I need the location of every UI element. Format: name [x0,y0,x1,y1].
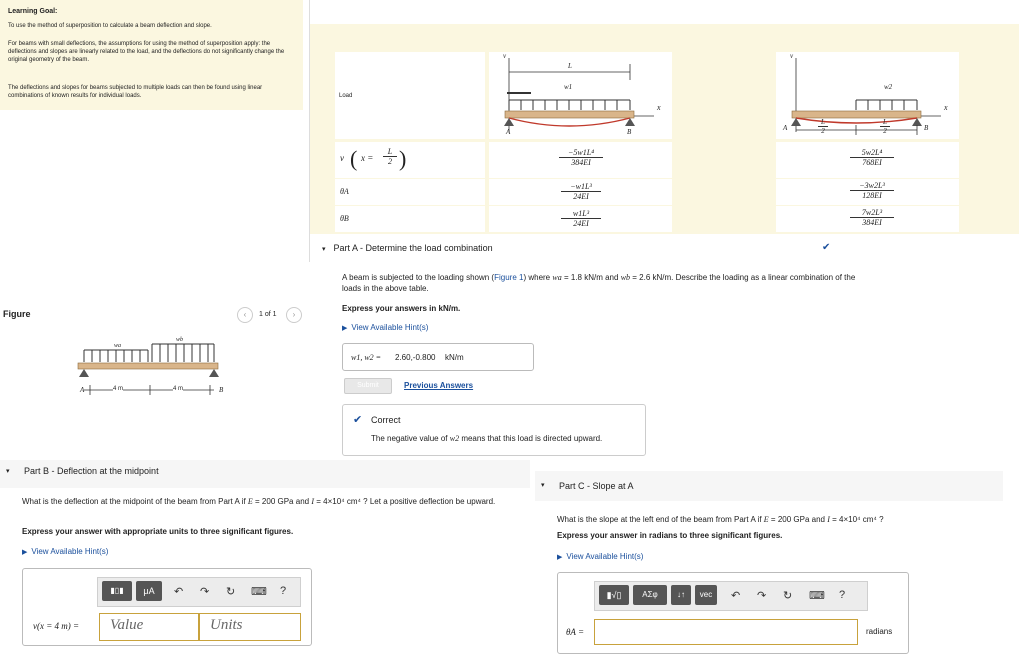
part-b-hints-link[interactable] [22,547,108,556]
part-c-expand-icon: ▶ [557,554,563,561]
undo-icon[interactable]: ↶ [731,590,741,602]
part-c-E-value: = 200 GPa [770,515,810,524]
sort-button[interactable]: ↓↑ [671,585,691,605]
col1-v-axis-label: v [503,52,507,60]
value-placeholder: Value [110,617,144,633]
collapse-icon: ▾ [322,246,326,253]
part-a-title: Part A - Determine the load combination [333,243,493,253]
part-b-expand-icon: ▶ [22,549,28,556]
figure-beam-diagram [70,334,230,400]
col2-tb-num: 7w2L³ [850,208,894,218]
units-button[interactable]: μA [136,581,162,601]
figure-wa-label: wa [114,343,122,349]
part-b-I-var: I [311,497,315,506]
part-c-title: Part C - Slope at A [559,481,634,491]
part-c-I-value: = 4×10⁴ cm⁴ [832,515,877,524]
col2-A-support: A [783,124,788,132]
part-a-hints-label: View Available Hint(s) [351,323,429,332]
col1-theta-b-cell [489,206,672,232]
col1-v-num: −5w1L⁴ [559,148,603,158]
wa-var: wa [552,273,562,282]
part-a-feedback-box [342,404,646,456]
vector-button[interactable]: vec [695,585,717,605]
figure-seg1-label: 4 m [113,386,124,392]
col2-half1 [818,118,828,135]
row-load-cell [335,52,485,139]
correct-title: Correct [371,415,401,425]
part-a-question [342,272,862,294]
col2-half2-num: L [880,118,890,127]
part-b-hints-label: View Available Hint(s) [31,547,109,556]
figure-title: Figure [3,309,31,319]
part-c-toolbar [594,581,868,611]
col1-A-support: A [506,128,511,136]
col1-theta-b-value [561,209,601,228]
part-b-instructions: Express your answer with appropriate units to three significant figures. [22,527,294,536]
col1-x-axis-label: x [657,103,661,112]
row-theta-a-cell [335,179,485,205]
help-icon[interactable]: ? [280,585,287,597]
keyboard-icon[interactable]: ⌨ [251,586,267,598]
row-v-frac-den: 2 [388,157,392,166]
col2-theta-a-value [850,181,894,200]
col1-theta-a-value [561,182,601,201]
col1-B-support: B [627,128,632,136]
col1-v-value [559,148,603,167]
col2-theta-b-value [850,208,894,227]
col2-half1-num: L [818,118,828,127]
row-theta-b-cell [335,206,485,232]
part-c-hints-link[interactable] [557,552,643,561]
part-b-and: and [295,497,310,506]
col1-w1-label: w1 [564,83,573,91]
template-button[interactable]: ▮▯▮ [102,581,132,601]
col2-half2-den: 2 [883,127,887,135]
part-c-E-var: E [763,515,769,524]
col1-ta-den: 24EI [573,192,589,201]
figure-pager: 1 of 1 [259,311,277,318]
col2-half1-den: 2 [821,127,825,135]
col1-tb-num: w1L³ [561,209,601,219]
undo-icon[interactable]: ↶ [174,586,184,598]
part-b-toolbar [97,577,301,607]
col1-beam-diagram [489,52,672,139]
slope-input[interactable] [594,619,858,645]
row-v-cell [335,142,485,178]
part-b-header-bar[interactable] [0,460,530,488]
col2-ta-num: −3w2L³ [850,181,894,191]
col2-x-axis-label: x [944,103,948,112]
reset-icon[interactable]: ↻ [226,586,236,598]
col1-load-cell [489,52,672,139]
col2-half2 [880,118,890,135]
part-b-title: Part B - Deflection at the midpoint [24,466,159,476]
col1-theta-a-cell [489,179,672,205]
col2-v-den: 768EI [862,158,882,167]
prev-figure-icon[interactable]: ‹ [237,307,253,323]
part-a-answer-label: w1, w2 = [351,353,382,362]
part-b-E-var: E [247,497,253,506]
units-placeholder: Units [210,617,243,633]
part-c-collapse-icon: ▾ [541,482,545,489]
part-b-question [22,497,527,507]
redo-icon[interactable]: ↷ [200,586,210,598]
row-theta-b-label: θB [340,214,349,223]
col1-v-cell [489,142,672,178]
col2-beam-diagram [776,52,959,139]
part-b-q-pre: What is the deflection at the midpoint of the beam from Part A if [22,497,246,506]
part-c-I-var: I [827,515,830,524]
next-figure-icon[interactable]: › [286,307,302,323]
row-load-label: Load [339,93,353,99]
wa-value: = 1.8 kN/m [563,273,603,282]
part-a-instructions: Express your answers in kN/m. [342,304,461,313]
part-a-q-post: . Describe the loading as a linear combination of the loads in the above table. [342,273,856,293]
value-input[interactable] [99,613,199,641]
part-b-E-value: = 200 GPa [255,497,294,506]
redo-icon[interactable]: ↷ [757,590,767,602]
help-icon[interactable]: ? [839,589,846,601]
paren-left: ( [350,146,358,171]
learning-goal-text-3: The deflections and slopes for beams subjected to multiple loads can then be found using linear combinations of known results for individual loads. [8,85,263,99]
col2-v-num: 5w2L⁴ [850,148,894,158]
part-a-header[interactable] [322,243,493,253]
part-c-answer-box [557,572,909,654]
col2-load-cell [776,52,959,139]
wb-var: wb [620,273,631,282]
col2-v-axis-label: v [790,52,794,60]
part-c-and: and [811,515,825,524]
part-b-collapse-icon: ▾ [6,468,10,475]
learning-goal-panel [0,0,303,110]
learning-goal-text-2: For beams with small deflections, the assumptions for using the method of superposition apply: the deflections and slopes are linearly related to the load, and the deflections do not significantly change the original geometry of the beam. [8,41,285,63]
part-a-answer-box[interactable] [342,343,534,371]
part-b-q-post: ? Let a positive deflection be upward. [363,497,496,506]
learning-goal-text-1: To use the method of superposition to calculate a beam deflection and slope. [8,23,212,29]
part-c-answer-label: θA = [566,627,585,637]
part-c-header-bar[interactable] [535,471,1003,501]
learning-goal-title: Learning Goal: [8,8,58,15]
correct-check-icon: ✔ [353,414,363,426]
part-b-answer-label: v(x = 4 m) = [33,621,80,631]
figure-B-label: B [219,386,224,394]
figure-link[interactable]: Figure 1 [494,273,524,282]
part-a-answer-unit: kN/m [445,353,464,362]
col2-v-value [850,148,894,167]
paren-right: ) [399,146,407,171]
correct-var: w2 [449,434,460,443]
units-input[interactable] [199,613,301,641]
correct-message [371,434,602,443]
symbols-button[interactable]: ΑΣφ [633,585,667,605]
part-c-hints-label: View Available Hint(s) [566,552,644,561]
correct-msg-post: means that this load is directed upward. [461,434,603,443]
row-theta-a-label: θA [340,187,349,196]
keyboard-icon[interactable]: ⌨ [809,590,825,602]
row-v-frac-num: L [383,147,397,157]
reset-icon[interactable]: ↻ [783,590,793,602]
part-c-unit: radians [866,627,893,636]
expand-icon: ▶ [342,325,348,332]
row-v-x: x = [361,153,374,163]
col2-ta-den: 128EI [862,191,882,200]
col2-tb-den: 384EI [862,218,882,227]
submit-button[interactable]: Submit [344,378,392,394]
part-a-correct-check-icon: ✔ [822,242,831,253]
part-b-I-value: = 4×10⁴ cm⁴ [316,497,361,506]
part-a-and: and [605,273,619,282]
load-table [310,24,1019,234]
figure-A-label: A [80,386,85,394]
row-v-frac [383,147,397,166]
template-sqrt-button[interactable]: ▮√▯ [599,585,629,605]
figure-seg2-label: 4 m [173,386,184,392]
row-v-var: v [340,153,344,163]
col1-tb-den: 24EI [573,219,589,228]
part-a-hints-link[interactable] [342,323,428,332]
col2-w2-label: w2 [884,83,893,91]
part-c-instructions: Express your answer in radians to three significant figures. [557,531,783,540]
part-b-answer-box [22,568,312,646]
part-a-q-mid: ) where [523,273,551,282]
part-a-answer-value: 2.60,-0.800 [395,353,436,362]
figure-wb-label: wb [176,337,184,343]
part-c-q-pre: What is the slope at the left end of the beam from Part A if [557,515,762,524]
correct-msg-pre: The negative value of [371,434,448,443]
col1-v-den: 384EI [571,158,591,167]
col1-ta-num: −w1L³ [561,182,601,192]
col2-B-support: B [924,124,929,132]
part-c-question [557,515,997,524]
previous-answers-link[interactable]: Previous Answers [404,381,474,390]
part-a-q-pre: A beam is subjected to the loading shown ( [342,273,495,282]
col1-L-label: L [568,62,572,70]
part-c-q-post: ? [879,515,884,524]
wb-value: = 2.6 kN/m [632,273,672,282]
